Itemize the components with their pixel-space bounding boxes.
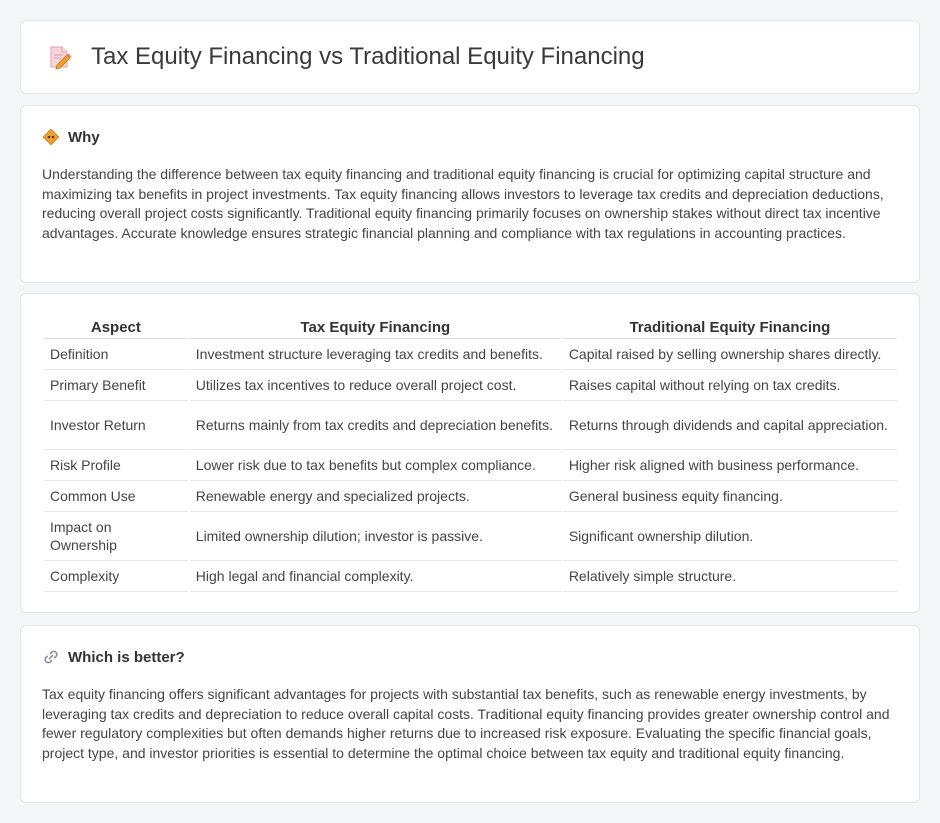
table-row	[44, 450, 897, 481]
diamond-sign-icon	[42, 128, 60, 146]
table-row	[44, 561, 897, 592]
traditional-equity-cell: General business equity financing.	[563, 481, 897, 512]
link-icon	[42, 648, 60, 666]
table-row	[44, 401, 897, 450]
aspect-cell: Complexity	[44, 561, 188, 592]
aspect-cell: Common Use	[44, 481, 188, 512]
comparison-table-card	[20, 293, 920, 613]
tax-equity-cell: High legal and financial complexity.	[190, 561, 561, 592]
why-title: Why	[68, 128, 100, 146]
which-is-better-text: Tax equity financing offers significant advantages for projects with substantial tax benefits, such as renewable energy investments, by leveraging tax credits and depreciation to reduce overall capital costs. Traditional equity financing provides greater ownership control and fewer regulatory complexities but often demands higher returns due to increased risk exposure. Evaluating the specific financial goals, project type, and investor priorities is essential to determine the optimal choice between tax equity and traditional equity financing.	[42, 686, 890, 761]
traditional-equity-cell: Raises capital without relying on tax credits.	[563, 370, 897, 401]
which-is-better-title: Which is better?	[68, 648, 185, 666]
table-row	[44, 370, 897, 401]
traditional-equity-cell: Higher risk aligned with business performance.	[563, 450, 897, 481]
table-row	[44, 339, 897, 370]
page-title: Tax Equity Financing vs Traditional Equity Financing	[91, 43, 645, 70]
aspect-cell: Investor Return	[44, 401, 188, 450]
document-pencil-icon	[45, 43, 73, 71]
tax-equity-cell: Lower risk due to tax benefits but complex compliance.	[190, 450, 561, 481]
header-traditional-equity: Traditional Equity Financing	[563, 316, 897, 339]
table-header-row	[44, 316, 897, 339]
tax-equity-cell: Limited ownership dilution; investor is passive.	[190, 512, 561, 561]
aspect-cell: Definition	[44, 339, 188, 370]
tax-equity-cell: Renewable energy and specialized projects.	[190, 481, 561, 512]
traditional-equity-cell: Returns through dividends and capital appreciation.	[563, 401, 897, 450]
traditional-equity-cell: Relatively simple structure.	[563, 561, 897, 592]
why-text: Understanding the difference between tax equity financing and traditional equity financing is crucial for optimizing capital structure and maximizing tax benefits in project investments. Tax equity financing allows investors to leverage tax credits and depreciation deductions, reducing overall project costs significantly. Traditional equity financing primarily focuses on ownership stakes without direct tax incentive advantages. Accurate knowledge ensures strategic financial planning and compliance with tax regulations in accounting practices.	[42, 166, 884, 241]
comparison-table	[42, 316, 899, 592]
tax-equity-cell: Utilizes tax incentives to reduce overall project cost.	[190, 370, 561, 401]
which-is-better-section	[20, 625, 920, 803]
title-card	[20, 20, 920, 94]
header-tax-equity: Tax Equity Financing	[190, 316, 561, 339]
traditional-equity-cell: Significant ownership dilution.	[563, 512, 897, 561]
aspect-cell: Risk Profile	[44, 450, 188, 481]
tax-equity-cell: Returns mainly from tax credits and depreciation benefits.	[190, 401, 561, 450]
tax-equity-cell: Investment structure leveraging tax credits and benefits.	[190, 339, 561, 370]
why-section	[20, 105, 920, 283]
aspect-cell: Primary Benefit	[44, 370, 188, 401]
header-aspect: Aspect	[44, 316, 188, 339]
table-row	[44, 512, 897, 561]
table-row	[44, 481, 897, 512]
aspect-cell: Impact on Ownership	[44, 512, 188, 561]
traditional-equity-cell: Capital raised by selling ownership shares directly.	[563, 339, 897, 370]
